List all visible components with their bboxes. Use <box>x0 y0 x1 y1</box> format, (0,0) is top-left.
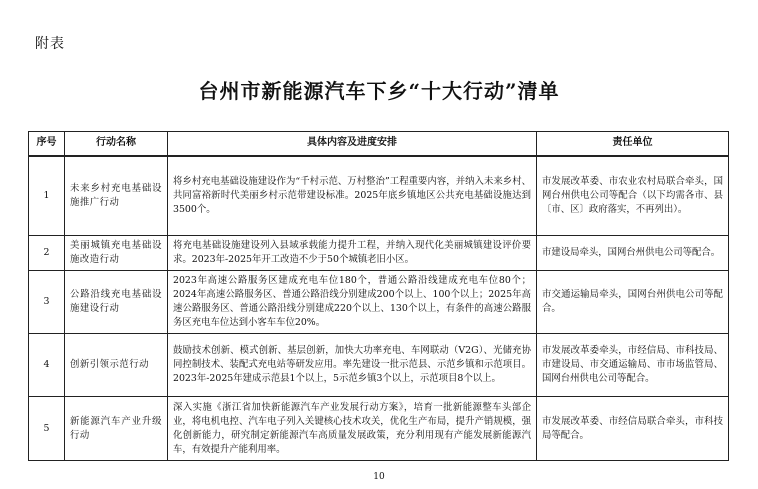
table-row <box>29 334 729 397</box>
table-row <box>29 156 729 236</box>
row-action-name: 公路沿线充电基础设施建设行动 <box>65 271 168 334</box>
appendix-label: 附表 <box>35 36 65 52</box>
row-content: 2023年高速公路服务区建成充电车位180个，普通公路沿线建成充电车位80个；2024年高速公路服务区、普通公路沿线分别建成200个以上、100个以上；2025年高速公路服务区、普通公路沿线分别建成220个以上、130个以上，有条件的高速公路服务区充电车位达到小客车车位20%。 <box>168 271 537 334</box>
row-action-name: 创新引领示范行动 <box>65 334 168 397</box>
header-number: 序号 <box>29 132 65 156</box>
row-number: 4 <box>29 334 65 397</box>
row-number: 1 <box>29 156 65 236</box>
row-number: 2 <box>29 236 65 271</box>
table-row <box>29 397 729 461</box>
row-number: 3 <box>29 271 65 334</box>
page-title: 台州市新能源汽车下乡“十大行动”清单 <box>198 79 560 103</box>
table-row <box>29 236 729 271</box>
header-responsible-unit: 责任单位 <box>537 132 729 156</box>
row-content: 鼓励技术创新、模式创新、基层创新，加快大功率充电、车网联动（V2G）、光储充协同控制技术、装配式充电站等研发应用。率先建设一批示范县、示范乡镇和示范项目。2023年-2025年建成示范县1个以上，5示范乡镇3个以上，示范项目8个以上。 <box>168 334 537 397</box>
row-responsible-unit: 市交通运输局牵头，国网台州供电公司等配合。 <box>537 271 729 334</box>
header-content: 具体内容及进度安排 <box>168 132 537 156</box>
row-action-name: 美丽城镇充电基础设施改造行动 <box>65 236 168 271</box>
table-row <box>29 271 729 334</box>
row-number: 5 <box>29 397 65 461</box>
row-action-name: 未来乡村充电基础设施推广行动 <box>65 156 168 236</box>
row-content: 将乡村充电基础设施建设作为“千村示范、万村整治”工程重要内容，并纳入未来乡村、共同富裕新时代美丽乡村示范带建设标准。2025年底乡镇地区公共充电基础设施达到3500个。 <box>168 156 537 236</box>
row-responsible-unit: 市发展改革委、市农业农村局联合牵头，国网台州供电公司等配合（以下均需各市、县〔市、区〕政府落实，不再列出）。 <box>537 156 729 236</box>
row-responsible-unit: 市发展改革委牵头，市经信局、市科技局、市建设局、市交通运输局、市市场监管局、国网台州供电公司等配合。 <box>537 334 729 397</box>
page-number: 10 <box>373 472 385 482</box>
row-action-name: 新能源汽车产业升级行动 <box>65 397 168 461</box>
table-header-row <box>29 132 729 156</box>
row-content: 深入实施《浙江省加快新能源汽车产业发展行动方案》，培育一批新能源整车头部企业，将电机电控、汽车电子列入关键核心技术攻关，优化生产布局，提升产销规模，强化创新能力，研究制定新能源汽车高质量发展政策，充分利用现有产能发展新能源汽车，有效提升产能利用率。 <box>168 397 537 461</box>
action-list-table <box>28 131 729 461</box>
header-action-name: 行动名称 <box>65 132 168 156</box>
row-responsible-unit: 市发展改革委、市经信局联合牵头，市科技局等配合。 <box>537 397 729 461</box>
row-content: 将充电基础设施建设列入县域承载能力提升工程，并纳入现代化美丽城镇建设评价要求。2023年-2025年开工改造不少于50个城镇老旧小区。 <box>168 236 537 271</box>
row-responsible-unit: 市建设局牵头，国网台州供电公司等配合。 <box>537 236 729 271</box>
